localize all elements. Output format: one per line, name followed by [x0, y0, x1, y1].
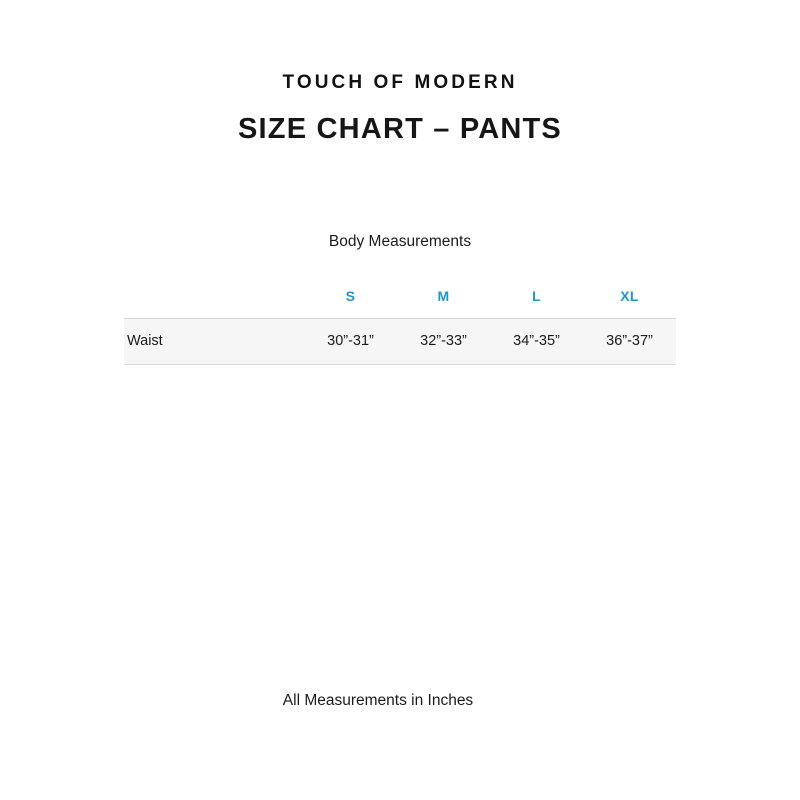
cell-waist-l: 34”-35” [490, 319, 583, 365]
size-table-head [124, 288, 676, 319]
cell-waist-s: 30”-31” [304, 319, 397, 365]
section-label-body-measurements: Body Measurements [328, 233, 472, 250]
column-header-measurement [124, 288, 304, 319]
page-title: SIZE CHART – PANTS [238, 113, 562, 145]
size-table-wrapper [124, 288, 676, 365]
column-header-xl: XL [583, 288, 676, 319]
table-header-row [124, 288, 676, 319]
row-label-waist: Waist [124, 319, 304, 365]
table-row [124, 319, 676, 365]
column-header-l: L [490, 288, 583, 319]
size-table-body [124, 319, 676, 365]
cell-waist-xl: 36”-37” [583, 319, 676, 365]
brand-wordmark: TOUCH OF MODERN [282, 72, 518, 93]
column-header-s: S [304, 288, 397, 319]
cell-waist-m: 32”-33” [397, 319, 490, 365]
measurement-units-footnote: All Measurements in Inches [282, 692, 474, 709]
size-table [124, 288, 676, 365]
column-header-m: M [397, 288, 490, 319]
